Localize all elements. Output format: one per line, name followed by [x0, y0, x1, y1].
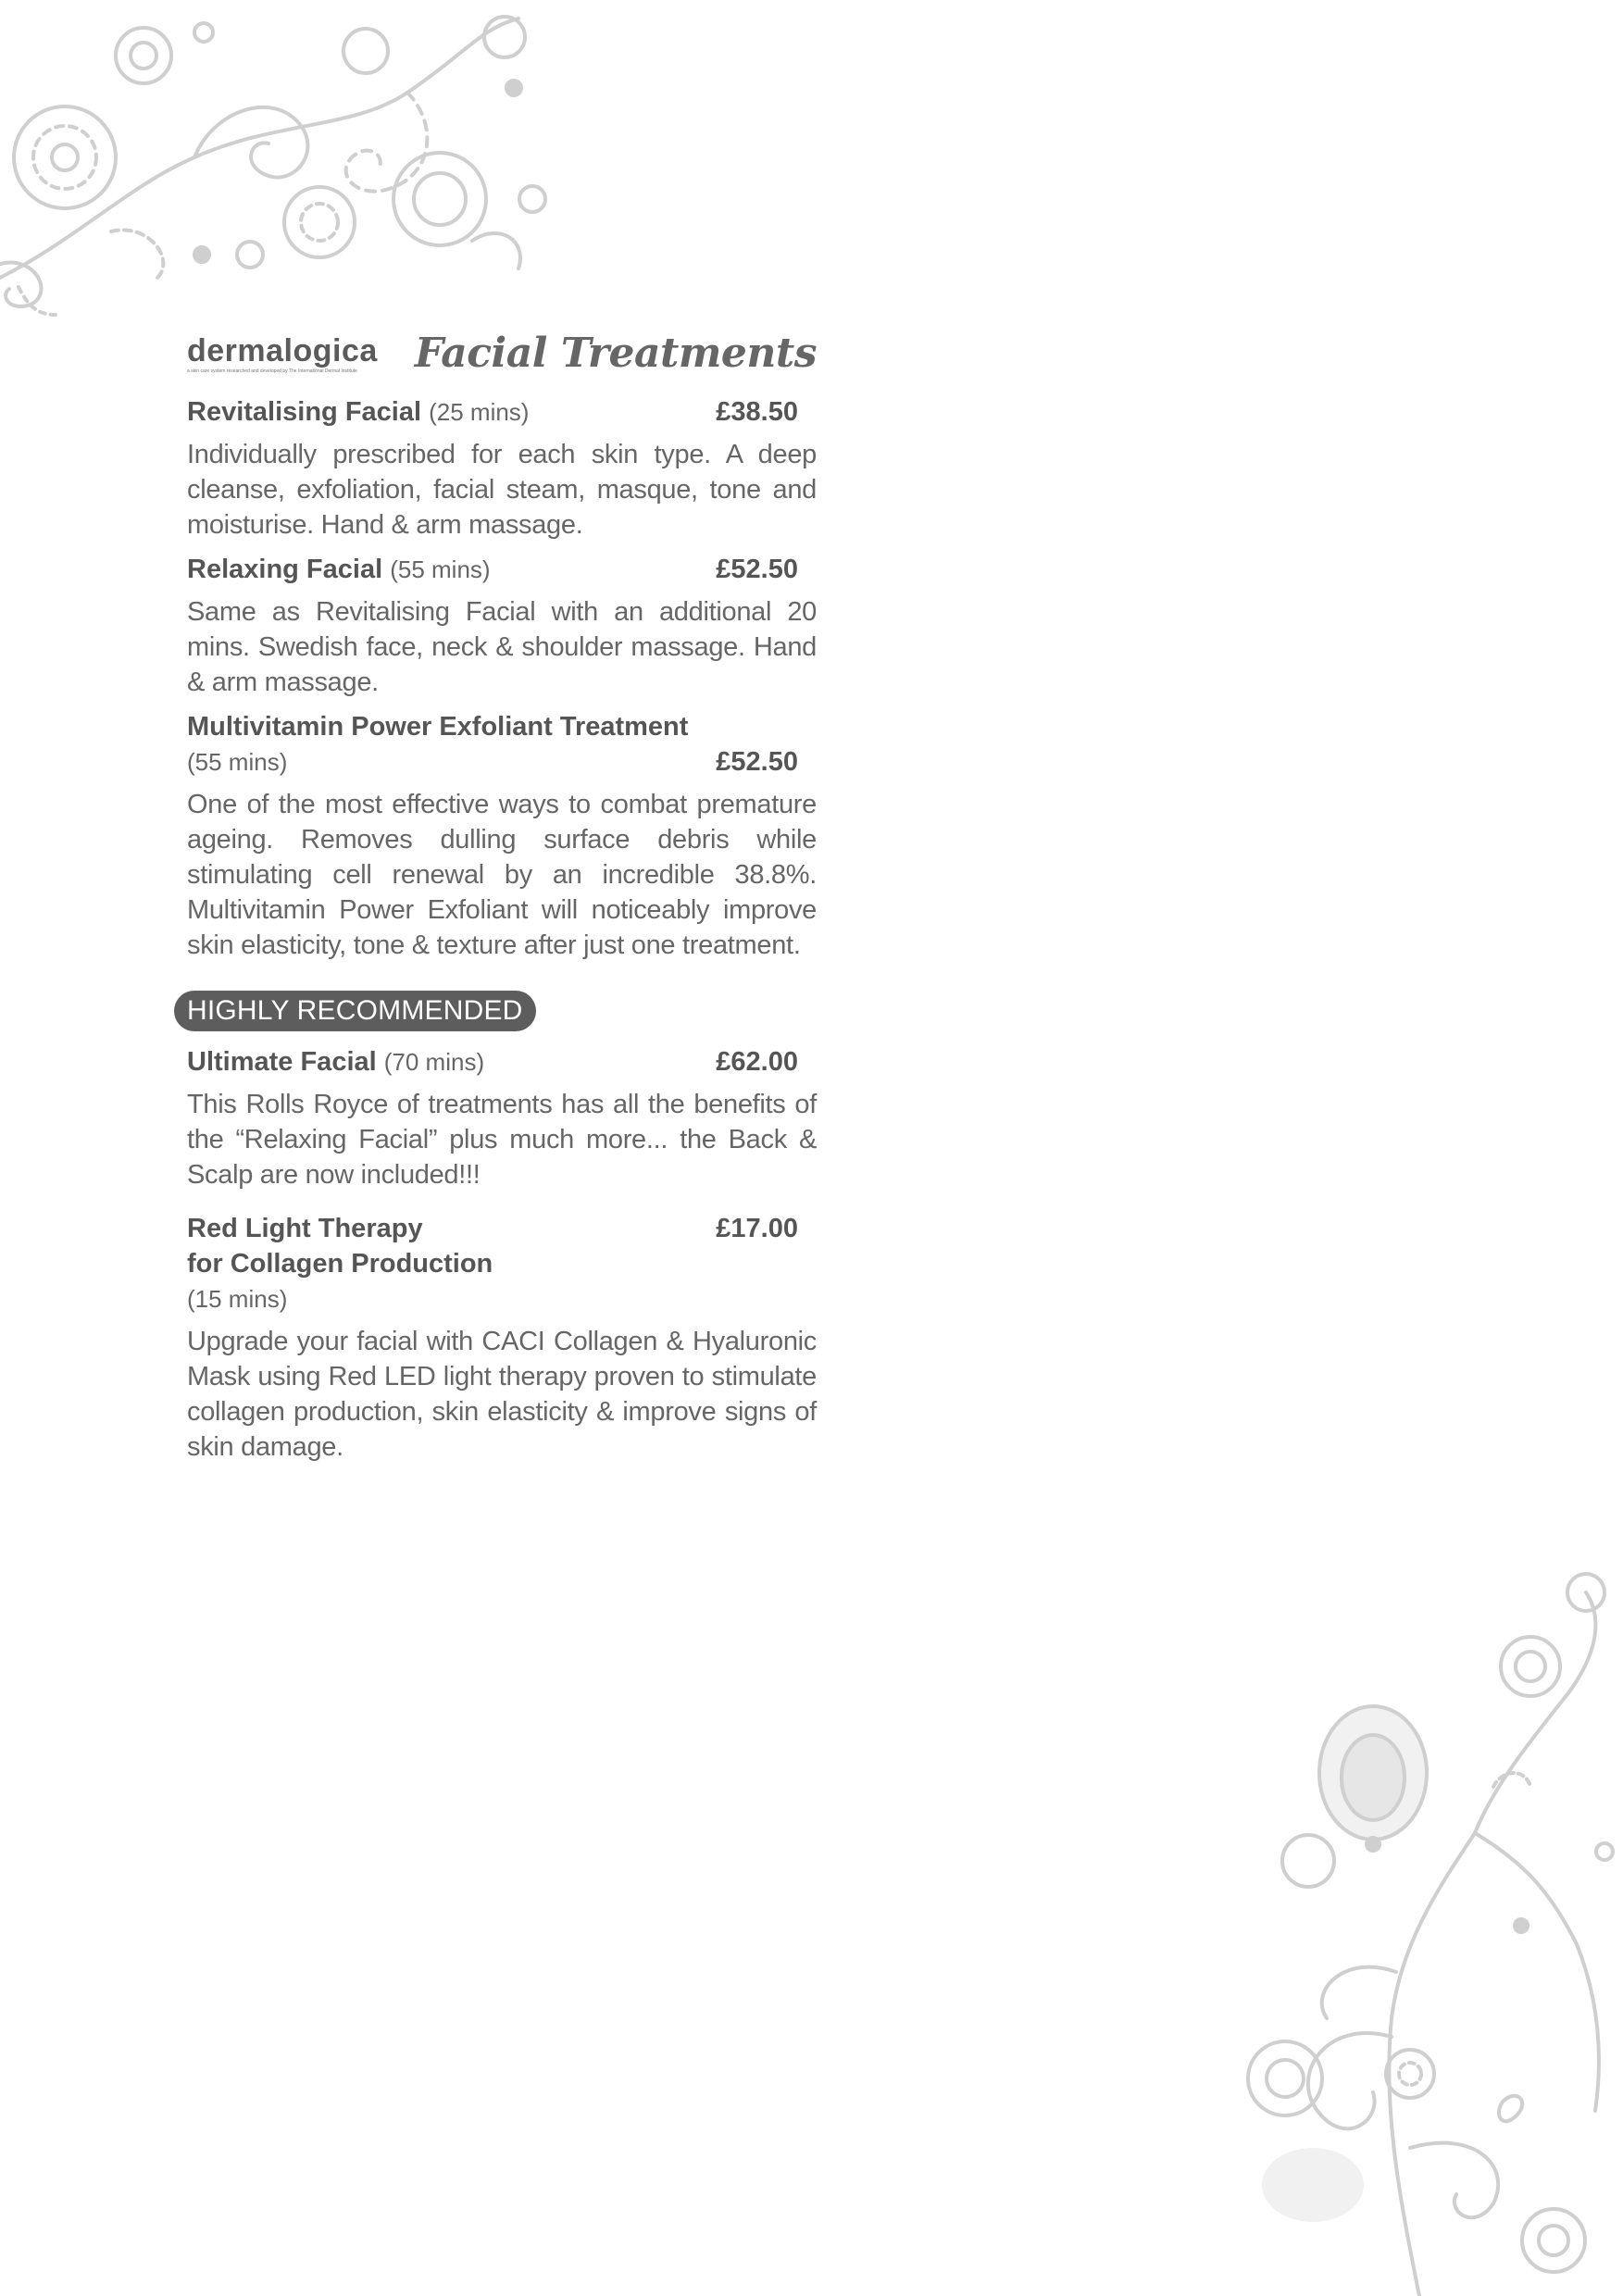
treatment-duration: (55 mins) [187, 748, 288, 776]
treatment-name [187, 552, 491, 587]
treatment-duration: (15 mins) [187, 1285, 288, 1313]
treatment-description: Upgrade your facial with CACI Collagen & Hyaluronic Mask using Red LED light therapy proven to stimulate collagen production, skin elasticity & improve signs of skin damage. [187, 1327, 817, 1462]
treatment-item [187, 1044, 817, 1192]
treatment-title: Revitalising Facial [187, 397, 422, 427]
swirl-ornament-top [0, 0, 556, 333]
highly-recommended-badge: HIGHLY RECOMMENDED [174, 991, 536, 1031]
treatment-item [187, 552, 817, 700]
treatment-header [187, 552, 807, 587]
treatment-price: £52.50 [716, 555, 798, 584]
treatment-description: This Rolls Royce of treatments has all the benefits of the “Relaxing Facial” plus much more... the Back & Scalp are now included!!! [187, 1090, 817, 1190]
treatment-price: £17.00 [716, 1214, 798, 1243]
treatment-description: Individually prescribed for each skin type. A deep cleanse, exfoliation, facial steam, masque, tone and moisturise. Hand & arm massage. [187, 440, 817, 540]
treatment-item [187, 394, 817, 543]
treatment-duration: (70 mins) [383, 1048, 485, 1076]
treatment-header [187, 394, 807, 430]
treatment-title-line2: for Collagen Production [187, 1249, 493, 1279]
treatment-price: £52.50 [716, 747, 798, 777]
brand-name: dermalogica [187, 333, 378, 368]
section-title: Facial Treatments [414, 330, 817, 377]
treatment-title-line1: Red Light Therapy [187, 1214, 423, 1243]
treatment-duration: (25 mins) [429, 398, 530, 426]
treatment-description: Same as Revitalising Facial with an additional 20 mins. Swedish face, neck & shoulder massage. Hand & arm massage. [187, 597, 817, 697]
treatment-item [187, 1211, 817, 1465]
treatment-header [187, 744, 807, 780]
treatment-header [187, 1044, 807, 1079]
dermalogica-logo [187, 335, 400, 380]
treatment-title: Relaxing Facial [187, 555, 383, 584]
treatment-item [187, 709, 817, 963]
treatment-header [187, 1211, 807, 1246]
floral-ornament-bottom [1197, 1555, 1623, 2296]
treatment-title: Multivitamin Power Exfoliant Treatment [187, 712, 689, 742]
treatment-price: £62.00 [716, 1047, 798, 1077]
brand-tagline: a skin care system researched and developed by The International Dermal Institute [187, 368, 357, 374]
treatments-menu [187, 315, 817, 1474]
section-header [187, 315, 817, 380]
treatment-title: Ultimate Facial [187, 1047, 377, 1077]
treatment-price: £38.50 [716, 397, 798, 427]
treatment-description: One of the most effective ways to combat premature ageing. Removes dulling surface debris while stimulating cell renewal by an incredible 38.8%. Multivitamin Power Exfoliant will noticeably improve skin elasticity, tone & texture after just one treatment. [187, 790, 817, 960]
treatment-name [187, 394, 529, 430]
treatment-duration: (55 mins) [390, 555, 491, 583]
treatment-name [187, 1044, 484, 1079]
